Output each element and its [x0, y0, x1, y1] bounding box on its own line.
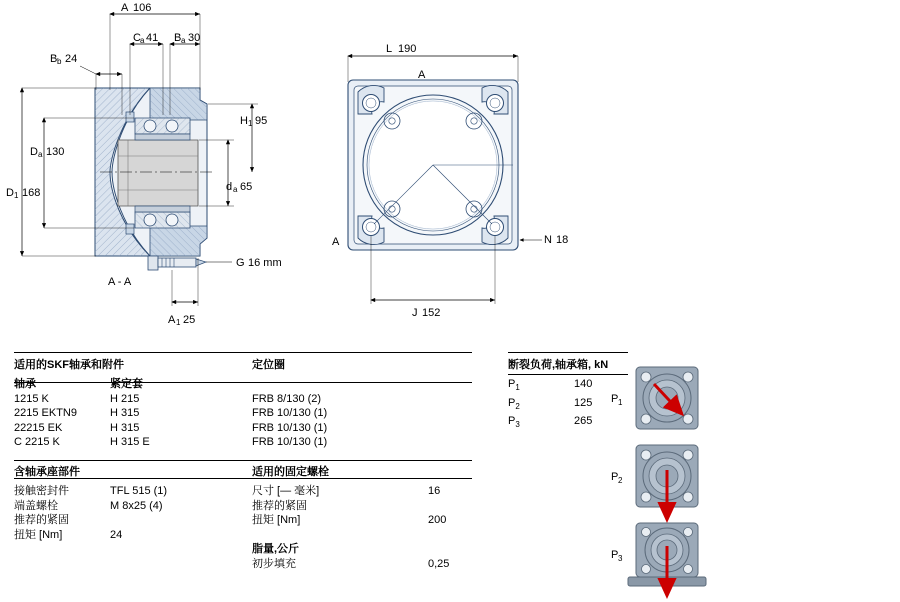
flange-square-body: [348, 80, 518, 250]
housing-parts-table: [14, 463, 244, 542]
dim-Bb-sub: b: [57, 57, 62, 66]
front-view: [330, 0, 620, 340]
dim-A-value: 106: [133, 2, 152, 14]
dim-L-value: 190: [398, 43, 417, 55]
sleeve-cell: H 215: [110, 392, 140, 405]
locating-ring-table: [252, 356, 432, 450]
load-label: P: [508, 378, 516, 390]
locating-cell: FRB 10/130 (1): [252, 436, 328, 448]
load-figure-p2-label: P: [611, 471, 619, 483]
grease-value: 0,25: [428, 557, 450, 570]
table-row: [14, 499, 171, 514]
attachment-bolts-table: [252, 463, 472, 571]
table-row: [252, 513, 453, 528]
dim-D1-label: D: [6, 187, 14, 199]
bolt-value: 200: [428, 514, 447, 526]
locating-cell: FRB 8/130 (2): [252, 392, 322, 405]
bearings-header-row: [14, 377, 154, 392]
load-sub: 1: [515, 383, 520, 393]
loads-title: 断裂负荷,轴承箱, kN: [508, 359, 609, 371]
load-value: 140: [574, 378, 593, 390]
part-label: 端盖螺栓: [14, 499, 58, 512]
dim-Da-label: D: [30, 146, 38, 158]
table-row: [14, 513, 171, 528]
dim-J-label: J: [412, 307, 418, 319]
dim-Ca-label: C: [133, 32, 141, 44]
load-figure-p1-sub: 1: [618, 398, 623, 407]
dim-Ca-value: 41: [146, 32, 159, 44]
bearings-col1: 轴承: [14, 378, 36, 390]
dim-Bb-label: B: [50, 53, 58, 65]
table-row: [252, 557, 453, 572]
bolt-label: 推荐的紧固: [252, 499, 307, 512]
dim-Da-value: 130: [46, 146, 65, 158]
bolt-value: 16: [428, 485, 441, 497]
section-arrow-a-top: A: [418, 69, 426, 81]
table-row: [252, 421, 331, 436]
dim-L-label: L: [386, 43, 393, 55]
bearings-title: 适用的SKF轴承和附件: [14, 359, 124, 371]
load-figure-p2: [611, 445, 698, 520]
divider-loads-top: [508, 352, 628, 353]
table-row: [252, 406, 331, 421]
bearing-cell: 22215 EK: [14, 421, 63, 434]
dim-G-label: G: [236, 257, 245, 269]
sleeve-cell: H 315: [110, 421, 140, 434]
divider-mid-left: [14, 460, 472, 461]
grease-nipple: [148, 256, 206, 270]
sleeve-cell: H 315: [110, 407, 140, 419]
attach-bolts-title: 适用的固定螺栓: [252, 466, 329, 478]
table-row: [14, 406, 154, 421]
dim-Bb-value: 24: [65, 53, 78, 65]
load-value: 125: [574, 396, 593, 409]
load-figure-p2-sub: 2: [618, 476, 623, 485]
bearings-col2: 紧定套: [110, 378, 143, 390]
dim-A1-label: A: [168, 314, 176, 326]
part-label: 扭矩 [Nm]: [14, 528, 63, 541]
table-row: [508, 414, 596, 433]
part-value: [110, 513, 171, 528]
table-row: [252, 435, 331, 450]
load-figure-p1-label: P: [611, 393, 619, 405]
load-label: P: [508, 396, 516, 409]
load-direction-figures: [610, 362, 880, 602]
grease-label: 初步填充: [252, 557, 296, 570]
dim-Da-sub: a: [38, 150, 43, 159]
load-sub: 2: [515, 401, 520, 411]
table-row: [14, 484, 171, 499]
dim-H1-label: H: [240, 115, 248, 127]
locating-title: 定位圈: [252, 359, 285, 371]
part-value: M 8x25 (4): [110, 499, 163, 512]
dim-Ba-label: B: [174, 32, 182, 44]
dim-da-sub: a: [233, 185, 238, 194]
grease-title: 脂量,公斤: [252, 543, 300, 555]
load-figure-p3-label: P: [611, 549, 619, 561]
part-value: 24: [110, 528, 123, 541]
dim-A1-sub: 1: [176, 318, 181, 327]
dim-H1-value: 95: [255, 115, 268, 127]
bolt-value: [428, 499, 453, 514]
table-row: [252, 392, 331, 407]
bearings-table: [14, 356, 244, 450]
table-row: [252, 499, 453, 514]
dim-A1-value: 25: [183, 314, 196, 326]
dim-Ba-sub: a: [181, 36, 186, 45]
side-section-view: [0, 0, 330, 340]
spacer-row: [252, 377, 331, 392]
dim-D1-value: 168: [22, 187, 41, 199]
table-row: [508, 396, 596, 415]
table-row: [14, 528, 171, 543]
load-figure-p3-sub: 3: [618, 554, 623, 563]
bolt-label: 尺寸 [— 毫米]: [252, 485, 320, 497]
locating-cell: FRB 10/130 (1): [252, 407, 328, 419]
spacer-row: [252, 528, 453, 543]
bearing-cell: C 2215 K: [14, 436, 60, 448]
section-arrow-a-left: A: [332, 236, 340, 248]
load-figure-p3: [611, 523, 706, 596]
dim-Ca-sub: a: [140, 36, 145, 45]
section-label: A - A: [108, 276, 132, 288]
dim-A-label: A: [121, 2, 129, 14]
table-row: [252, 484, 453, 499]
dim-Ba-value: 30: [188, 32, 201, 44]
dim-da-label: d: [226, 181, 233, 193]
bearing-cell: 2215 EKTN9: [14, 407, 77, 419]
dim-N-label: N: [544, 234, 552, 246]
locating-cell: FRB 10/130 (1): [252, 421, 328, 434]
part-label: 接触密封件: [14, 485, 69, 497]
bolt-label: 扭矩 [Nm]: [252, 514, 301, 526]
bearing-cell: 1215 K: [14, 392, 49, 405]
part-value: TFL 515 (1): [110, 485, 168, 497]
housing-parts-title: 含轴承座部件: [14, 466, 80, 478]
table-row: [508, 377, 596, 396]
divider-top-left: [14, 352, 472, 353]
load-figure-p1: [611, 367, 698, 429]
dim-da-value: 65: [240, 181, 253, 193]
table-row: [14, 435, 154, 450]
table-row: [14, 421, 154, 436]
sleeve-cell: H 315 E: [110, 436, 150, 448]
dim-D1-sub: 1: [14, 191, 19, 200]
dim-G-value: 16 mm: [248, 257, 282, 269]
dim-H1-sub: 1: [248, 119, 253, 128]
grease-title-row: [252, 542, 453, 557]
part-label: 推荐的紧固: [14, 514, 69, 526]
table-row: [14, 392, 154, 407]
load-value: 265: [574, 415, 593, 428]
load-sub: 3: [515, 420, 520, 430]
dim-N-value: 18: [556, 234, 569, 246]
load-label: P: [508, 415, 516, 428]
dim-J-value: 152: [422, 307, 441, 319]
